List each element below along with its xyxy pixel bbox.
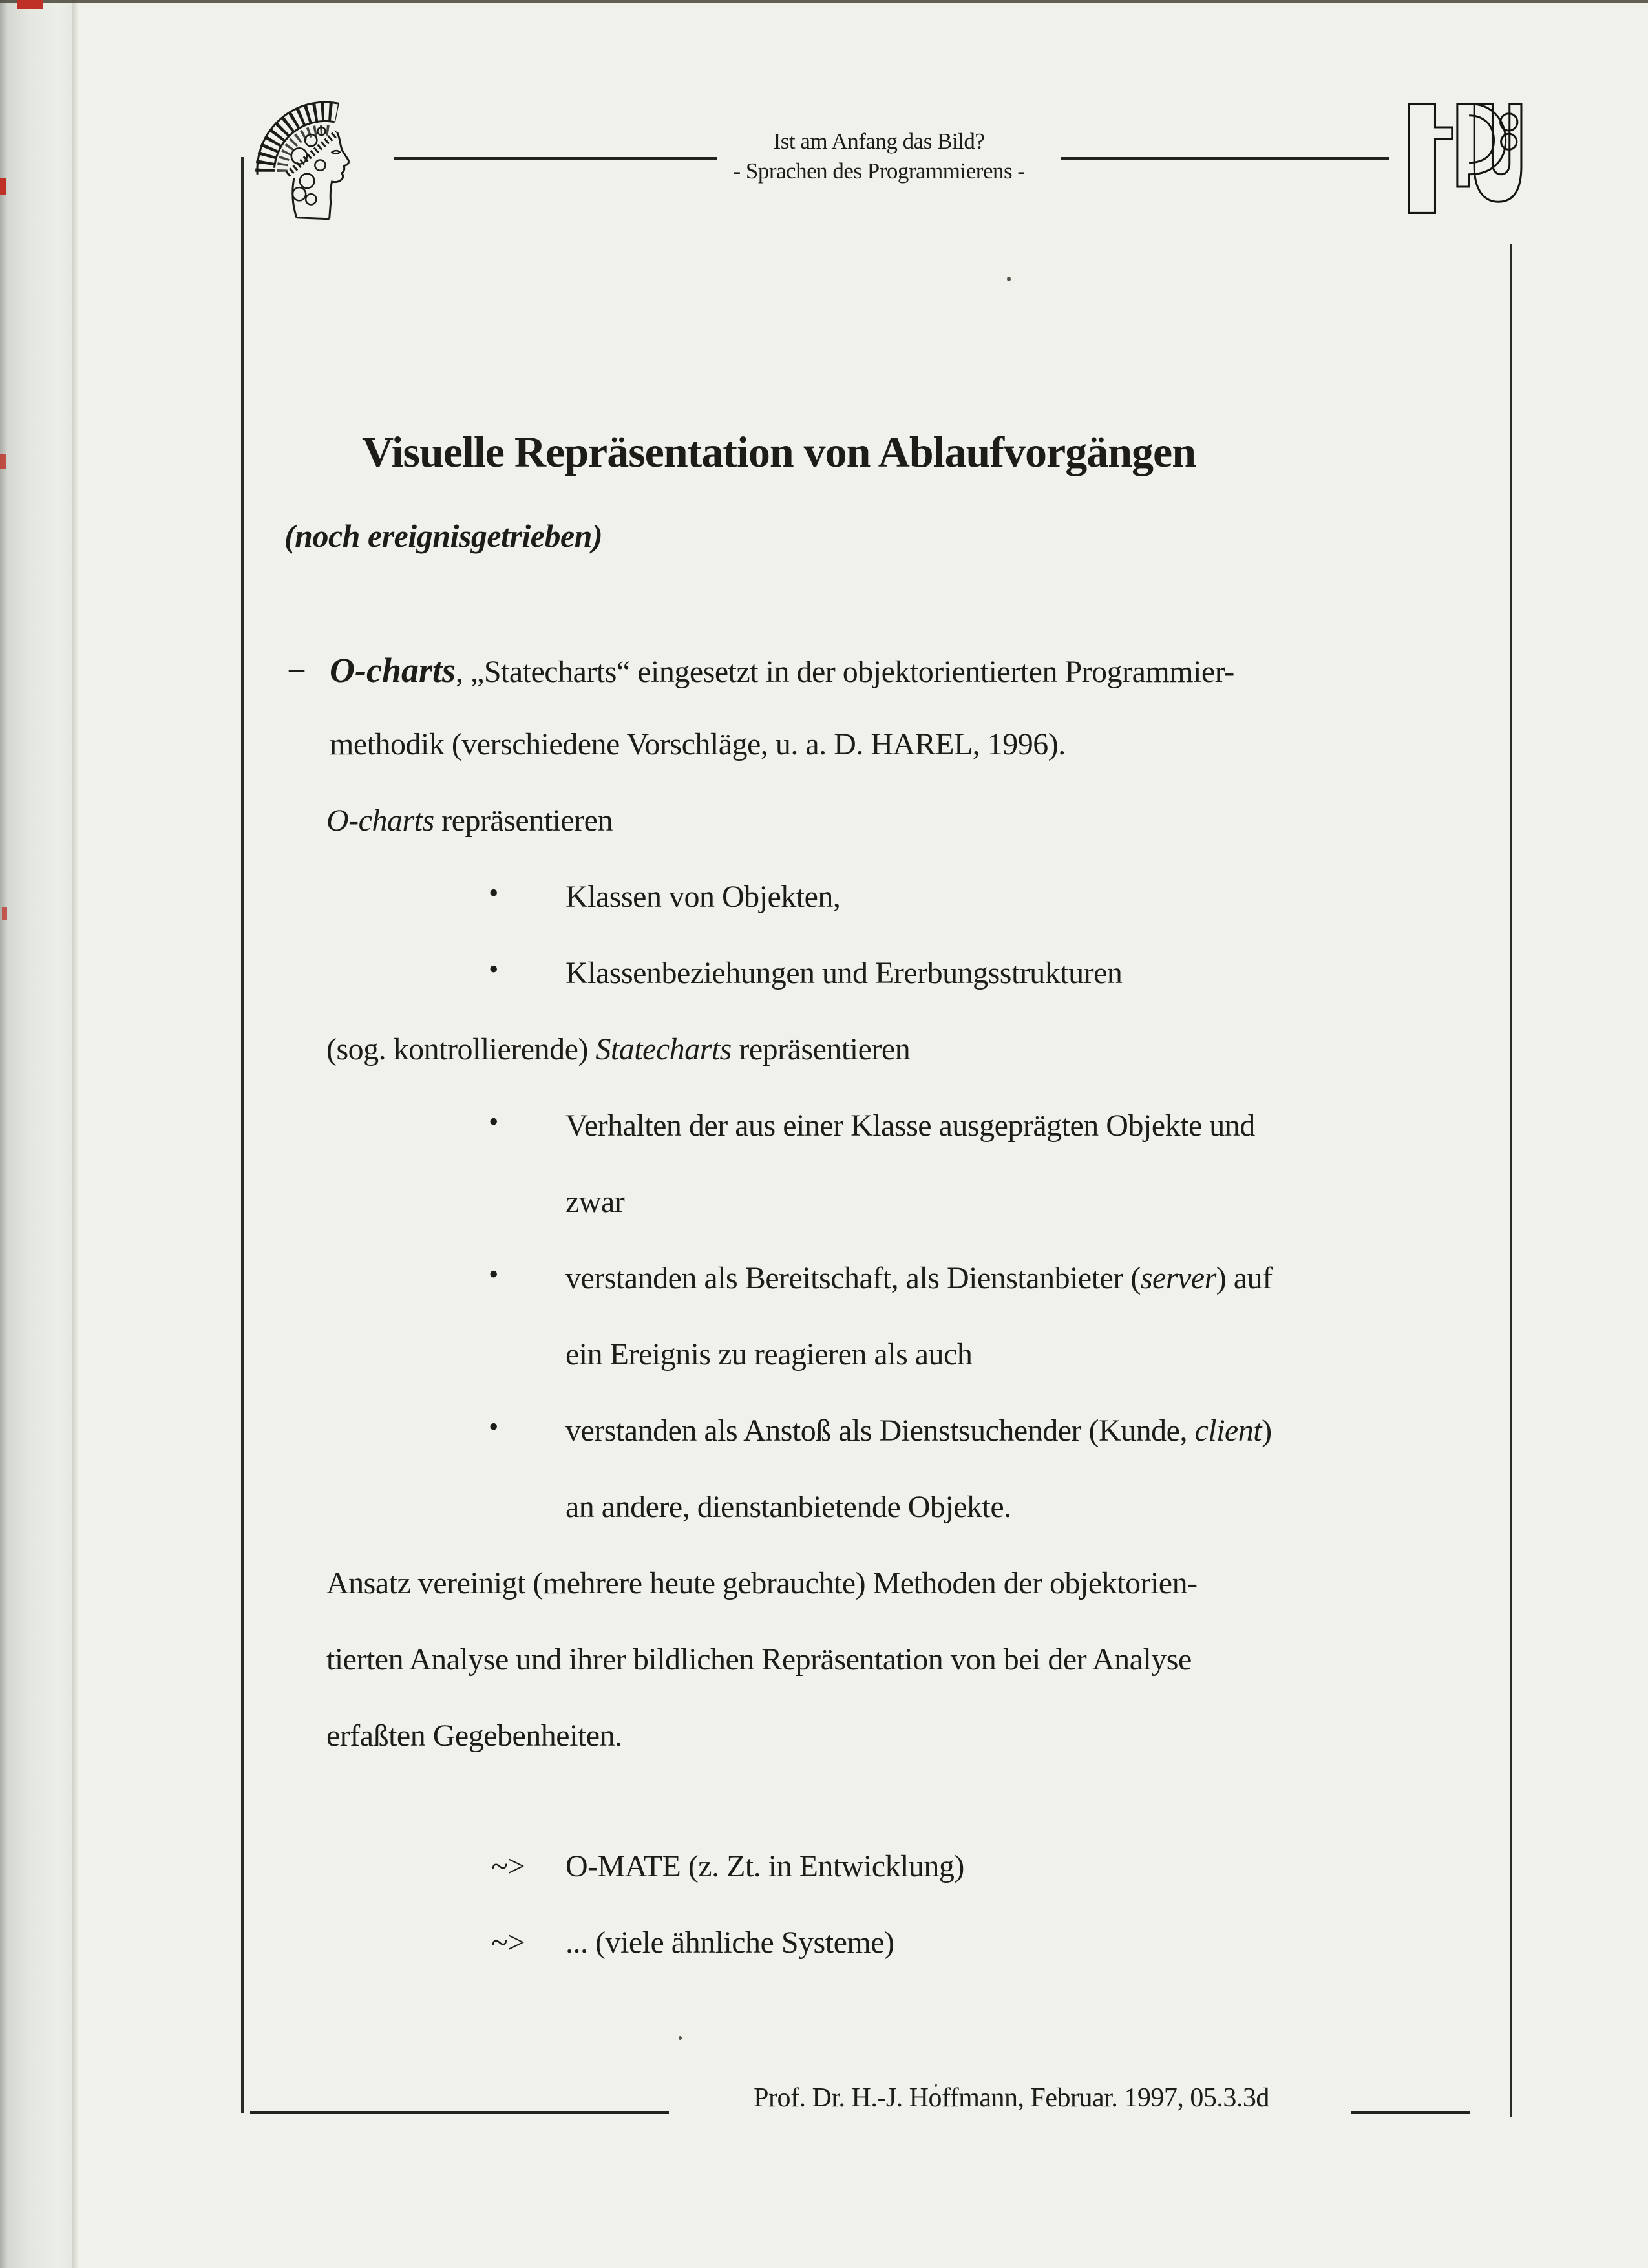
text-line xyxy=(0,1337,1648,1413)
text-run: erfaßten Gegebenheiten. xyxy=(326,1719,622,1753)
text-run: client xyxy=(1194,1414,1262,1448)
text-run: Statecharts xyxy=(595,1032,732,1066)
list-marker: ~> xyxy=(491,1849,525,1883)
text-run: , „Statecharts“ eingesetzt in der objektorientierten Programmier- xyxy=(456,655,1234,689)
text-run: server xyxy=(1140,1261,1216,1295)
list-marker: ~> xyxy=(491,1925,525,1960)
bullet-marker: • xyxy=(489,877,498,909)
text-line xyxy=(0,1032,1648,1108)
text-line xyxy=(0,1489,1648,1565)
text-block xyxy=(0,1565,1648,1794)
text-line xyxy=(0,803,1648,879)
text-block xyxy=(0,1260,1648,1413)
text-run: Klassenbeziehungen und Ererbungsstrukturen xyxy=(565,956,1123,990)
text-run: ) auf xyxy=(1216,1261,1273,1295)
text-block xyxy=(0,1925,1648,2001)
text-line xyxy=(0,955,1648,1032)
text-block xyxy=(0,650,1648,803)
text-line xyxy=(0,1260,1648,1337)
text-run: zwar xyxy=(565,1185,625,1219)
text-run: tierten Analyse und ihrer bildlichen Repräsentation von bei der Analyse xyxy=(326,1642,1192,1677)
text-run: O-charts xyxy=(326,803,434,838)
header-line1: Ist am Anfang das Bild? xyxy=(773,129,985,154)
text-run: O-MATE (z. Zt. in Entwicklung) xyxy=(565,1849,964,1883)
athena-head-logo-icon xyxy=(251,94,398,222)
text-run: ein Ereignis zu reagieren als auch xyxy=(565,1337,973,1372)
text-line xyxy=(0,650,1648,726)
list-marker: – xyxy=(289,651,304,685)
text-line xyxy=(0,879,1648,955)
text-run: Ansatz vereinigt (mehrere heute gebrauchte) Methoden der objektorien- xyxy=(326,1566,1198,1600)
text-line xyxy=(0,1108,1648,1184)
text-line xyxy=(0,1718,1648,1794)
text-run: an andere, dienstanbietende Objekte. xyxy=(565,1490,1011,1524)
scan-speck xyxy=(679,2036,682,2040)
text-run: Verhalten der aus einer Klasse ausgeprägten Objekte und xyxy=(565,1108,1255,1143)
institute-logo-icon xyxy=(1406,101,1524,216)
bullet-marker: • xyxy=(489,953,498,985)
text-run: methodik (verschiedene Vorschläge, u. a. D. HAREL, 1996). xyxy=(330,727,1066,761)
text-line xyxy=(0,1849,1648,1925)
scan-speck xyxy=(1007,277,1011,281)
page-title: Visuelle Repräsentation von Ablaufvorgängen xyxy=(362,427,1196,476)
text-block xyxy=(0,1108,1648,1260)
text-block xyxy=(0,1413,1648,1565)
text-line xyxy=(0,1642,1648,1718)
scan-artifact-red xyxy=(17,0,43,9)
header-text xyxy=(685,127,1073,186)
text-run: verstanden als Anstoß als Dienstsuchender (Kunde, xyxy=(565,1414,1195,1448)
text-line xyxy=(0,726,1648,803)
text-run: (sog. kontrollierende) xyxy=(326,1032,596,1066)
scan-artifact-red xyxy=(0,454,6,469)
bullet-marker: • xyxy=(489,1258,498,1290)
page-subtitle: (noch ereignisgetrieben) xyxy=(284,518,603,554)
text-block xyxy=(0,1032,1648,1108)
text-block xyxy=(0,879,1648,955)
text-run: ) xyxy=(1262,1414,1272,1448)
scan-artifact-red xyxy=(0,178,6,195)
text-block xyxy=(0,1849,1648,1925)
content-blocks xyxy=(0,650,1648,2001)
header-rule-right xyxy=(1061,157,1389,160)
text-run: O-charts xyxy=(330,651,456,690)
text-run: Klassen von Objekten, xyxy=(565,880,841,914)
text-line xyxy=(0,1184,1648,1260)
text-run: repräsentieren xyxy=(434,803,613,838)
text-line xyxy=(0,1925,1648,2001)
footer-rule-left xyxy=(250,2111,669,2114)
footer-text: Prof. Dr. H.-J. Hoffmann, Februar. 1997, 05.3.3d xyxy=(754,2083,1269,2113)
header-rule-left xyxy=(394,157,717,160)
text-run: verstanden als Bereitschaft, als Dienstanbieter ( xyxy=(565,1261,1141,1295)
bullet-marker: • xyxy=(489,1106,498,1138)
text-run: repräsentieren xyxy=(731,1032,911,1066)
header-line2: - Sprachen des Programmierens - xyxy=(733,158,1025,184)
text-run: ... (viele ähnliche Systeme) xyxy=(565,1925,894,1960)
text-line xyxy=(0,1413,1648,1489)
bullet-marker: • xyxy=(489,1411,498,1443)
scan-top-edge xyxy=(0,0,1648,3)
text-line xyxy=(0,1565,1648,1642)
text-block xyxy=(0,955,1648,1032)
footer-rule-right xyxy=(1351,2111,1470,2114)
text-block xyxy=(0,803,1648,879)
